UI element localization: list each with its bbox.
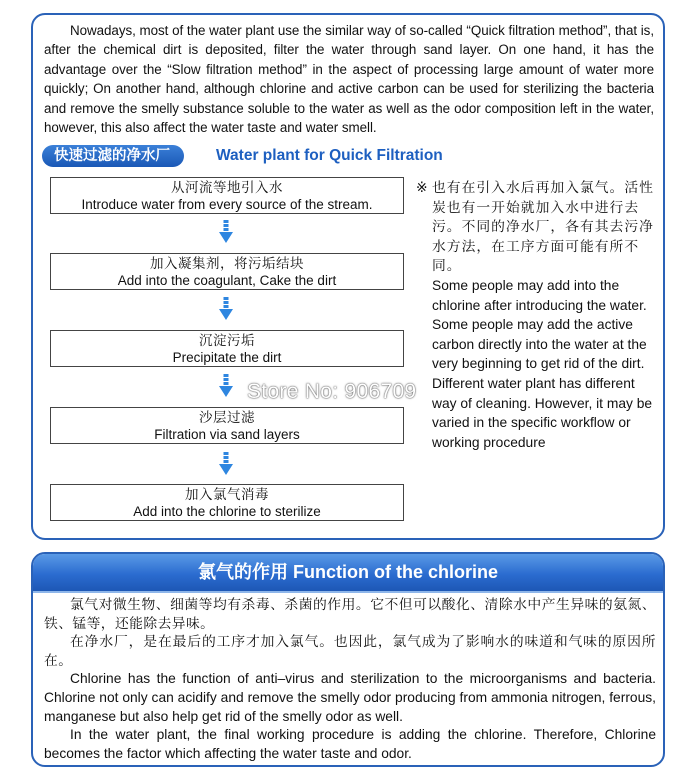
flow-step-5 — [50, 484, 404, 521]
down-arrow-icon — [219, 452, 233, 476]
store-watermark: Store No: 906709 — [247, 380, 417, 403]
step-5-en: Add into the chlorine to sterilize — [133, 504, 321, 519]
step-5-cn: 加入氯气消毒 — [185, 487, 269, 502]
section-label-cn: 快速过滤的净水厂 — [42, 145, 184, 167]
chlorine-title: 氯气的作用 Function of the chlorine — [33, 554, 663, 593]
side-note-cn: 也有在引入水后再加入氯气。活性炭也有一开始就加入水中进行去污。不同的净水厂，各有其去污净水方法，在工序方面可能有所不同。 — [432, 180, 654, 274]
step-3-cn: 沉淀污垢 — [199, 333, 255, 348]
flow-step-4 — [50, 407, 404, 444]
chlorine-paragraph-cn-1: 氯气对微生物、细菌等均有杀毒、杀菌的作用。它不但可以酸化、清除水中产生异味的氨氮、铁、锰等，还能除去异味。 — [44, 597, 656, 631]
flow-step-2 — [50, 253, 404, 290]
side-note-en: Some people may add into the chlorine after introducing the water. Some people may add the active carbon directly into the water at the very beginning to get rid of the dirt. Different water plant has different way of cleaning. However, it may be varied in the specific workflow or working procedure — [432, 277, 653, 450]
down-arrow-icon — [219, 374, 233, 398]
quick-filtration-panel — [31, 13, 665, 540]
step-4-cn: 沙层过滤 — [199, 410, 255, 425]
flow-step-1 — [50, 177, 404, 214]
step-1-cn: 从河流等地引入水 — [171, 180, 283, 195]
chlorine-panel — [31, 552, 665, 767]
step-1-en: Introduce water from every source of the stream. — [81, 197, 373, 212]
chlorine-paragraph-en-2: In the water plant, the final working procedure is adding the chlorine. Therefore, Chlorine becomes the factor which affecting the water taste and odor. — [44, 727, 656, 761]
chlorine-body — [44, 596, 656, 763]
down-arrow-icon — [219, 220, 233, 244]
step-4-en: Filtration via sand layers — [154, 427, 300, 442]
chlorine-paragraph-cn-2: 在净水厂，是在最后的工序才加入氯气。也因此，氯气成为了影响水的味道和气味的原因所在。 — [44, 634, 656, 668]
chlorine-paragraph-en-1: Chlorine has the function of anti–virus and sterilization to the microorganisms and bacteria. Chlorine not only can acidify and remove the smelly odor producing from ammonia nitrogen, ferrous, manganese but also help get rid of the smelly odor as well. — [44, 671, 656, 724]
reference-mark: ※ — [416, 180, 428, 195]
section-label-en: Water plant for Quick Filtration — [216, 147, 443, 164]
side-note — [416, 178, 656, 452]
step-2-cn: 加入凝集剂，将污垢结块 — [150, 256, 304, 271]
section-heading — [42, 145, 658, 167]
step-2-en: Add into the coagulant, Cake the dirt — [117, 273, 337, 288]
down-arrow-icon — [219, 297, 233, 321]
intro-paragraph: Nowadays, most of the water plant use the similar way of so-called “Quick filtration method”, that is, after the chemical dirt is deposited, filter the water through sand layer. On one hand, it has the advantage over the “Slow filtration method” in the aspect of processing large amount of water more quickly; On another hand, although chlorine and active carbon can be used for sterilizing the bacteria and remove the smelly substance soluble to the water as well as the odor composition left in the water, however, this also affect the water taste and water smell. — [44, 23, 654, 136]
step-3-en: Precipitate the dirt — [172, 350, 282, 365]
flow-step-3 — [50, 330, 404, 367]
